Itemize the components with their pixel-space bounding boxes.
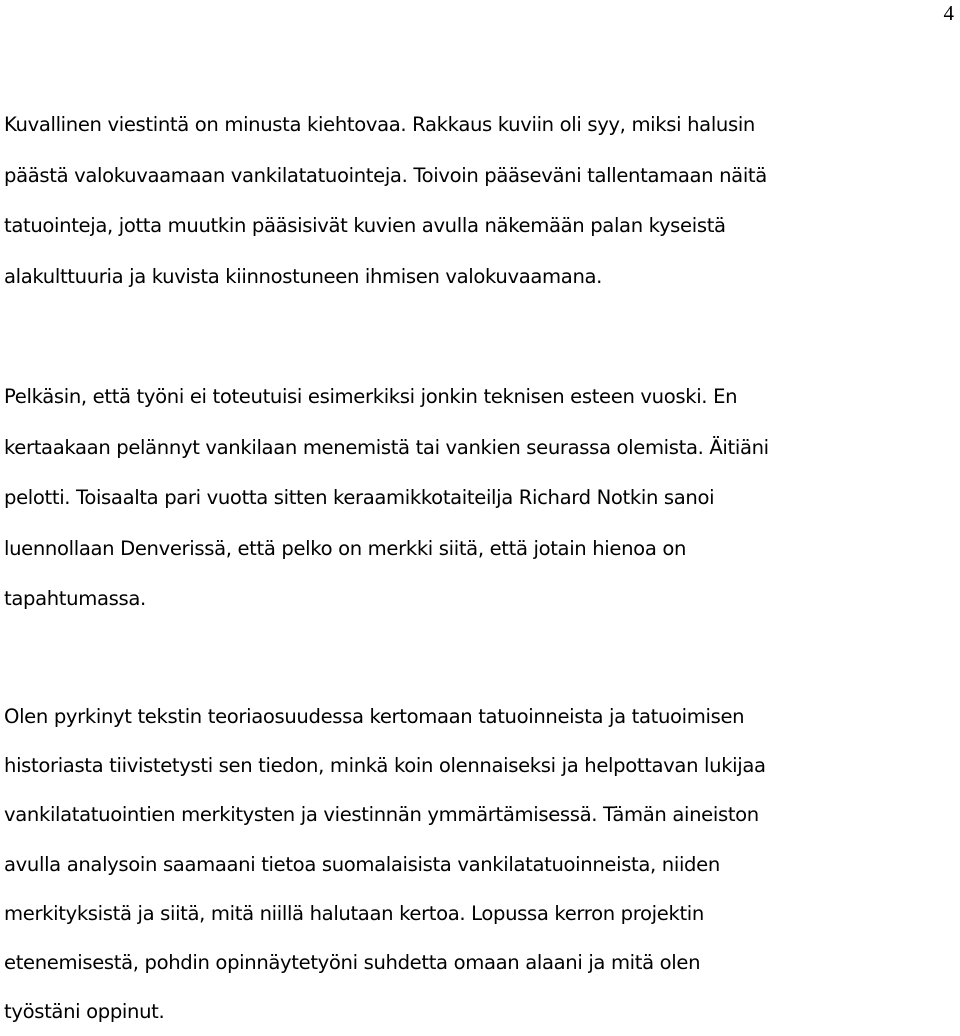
text-line: pelotti. Toisaalta pari vuotta sitten keraamikkotaiteilja Richard Notkin sanoi [4,486,715,509]
text-line: Kuvallinen viestintä on minusta kiehtovaa. Rakkaus kuviin oli syy, miksi halusin [4,113,756,136]
text-line: historiasta tiivistetysti sen tiedon, minkä koin olennaiseksi ja helpottavan lukijaa [4,754,766,778]
text-line: vankilatatuointien merkitysten ja viestinnän ymmärtämisessä. Tämän aineiston [4,803,759,827]
text-line: työstäni oppinut. [4,1000,165,1024]
text-line: avulla analysoin saamaani tietoa suomalaisista vankilatatuoinneista, niiden [4,852,720,876]
text-line: kertaakaan pelännyt vankilaan menemistä tai vankien seurassa olemista. Äitiäni [4,435,769,459]
paragraph-3 [4,692,956,1036]
text-line: Pelkäsin, että työni ei toteutuisi esimerkiksi jonkin teknisen esteen vuoski. En [4,385,738,408]
paragraph-1 [4,100,956,302]
text-line: alakulttuuria ja kuvista kiinnostuneen ihmisen valokuvaamana. [4,264,603,288]
paragraph-2 [4,372,956,625]
text-line: päästä valokuvaamaan vankilatatuointeja. Toivoin pääseväni tallentamaan näitä [4,163,767,187]
text-line: Olen pyrkinyt tekstin teoriaosuudessa kertomaan tatuoinneista ja tatuoimisen [4,705,745,728]
text-line: tapahtumassa. [4,587,146,610]
text-line: luennollaan Denverissä, että pelko on merkki siitä, että jotain hienoa on [4,536,687,560]
text-line: etenemisestä, pohdin opinnäytetyöni suhdetta omaan alaani ja mitä olen [4,951,701,975]
text-line: merkityksistä ja siitä, mitä niillä halutaan kertoa. Lopussa kerron projektin [4,901,704,925]
page-number: 4 [943,1,954,25]
text-line: tatuointeja, jotta muutkin pääsisivät kuvien avulla näkemään palan kyseistä [4,214,726,237]
